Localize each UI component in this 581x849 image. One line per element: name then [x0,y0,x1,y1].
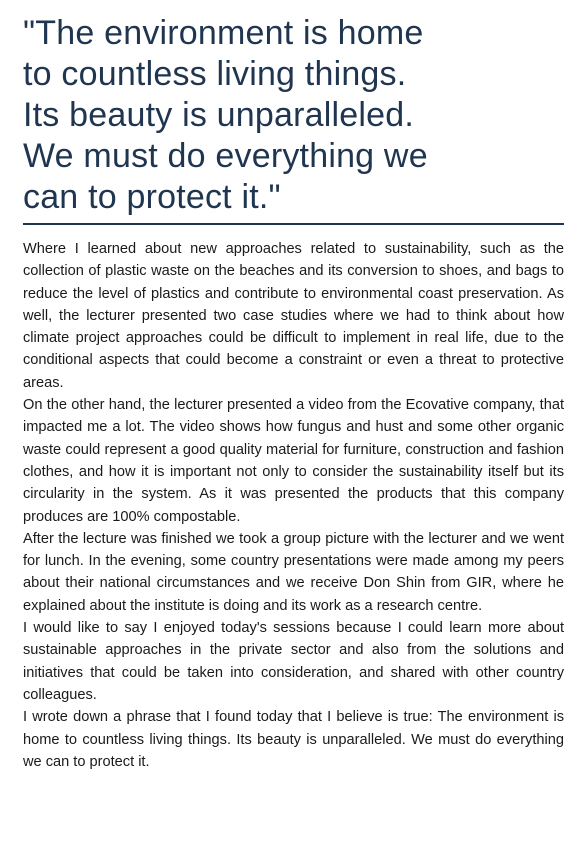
paragraph: After the lecture was finished we took a group picture with the lecturer and we went for lunch. In the evening, some country presentations were made among my peers about their national circumstances and we receive Don Shin from GIR, where he explained about the institute is doing and its work as a research centre. [23,530,564,614]
quote-divider [23,223,564,225]
paragraph: I wrote down a phrase that I found today that I believe is true: The environment is home to countless living things. Its beauty is unparalleled. We must do everything we can to protect it. [23,709,564,770]
body-text [23,238,564,773]
pull-quote-line: can to protect it." [23,178,281,216]
pull-quote [23,14,564,224]
paragraph: On the other hand, the lecturer presented a video from the Ecovative company, that impacted me a lot. The video shows how fungus and hust and some other organic waste could represent a good quality material for furniture, construction and fashion clothes, and how it is important not only to consider the sustainability itself but its circularity in the system. As it was presented the products that this company produces are 100% compostable. [23,397,564,525]
pull-quote-line: Its beauty is unparalleled. [23,96,414,134]
paragraph: I would like to say I enjoyed today's sessions because I could learn more about sustainable approaches in the private sector and also from the solutions and initiatives that could be taken into consideration, and shared with other country colleagues. [23,620,564,703]
pull-quote-line: "The environment is home [23,14,424,52]
pull-quote-line: to countless living things. [23,55,407,93]
pull-quote-line: We must do everything we [23,137,428,175]
paragraph: Where I learned about new approaches related to sustainability, such as the collection of plastic waste on the beaches and its conversion to shoes, and bags to reduce the level of plastics and contribute to environmental coast preservation. As well, the lecturer presented two case studies where we had to think about how climate project approaches could be difficult to implement in real life, due to the conditional aspects that could become a constraint or even a threat to protective areas. [23,241,564,391]
